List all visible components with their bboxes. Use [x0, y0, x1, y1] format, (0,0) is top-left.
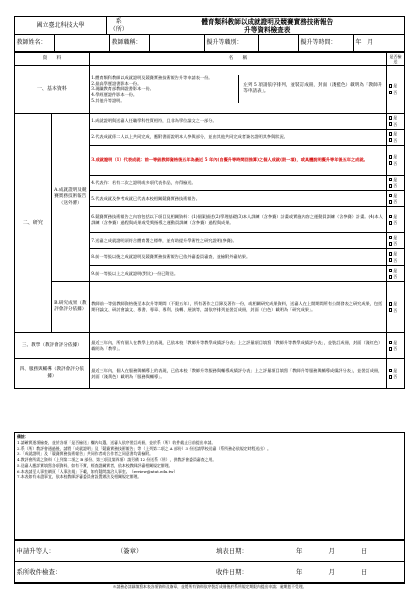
current-rank-field[interactable] [150, 35, 205, 52]
receive-date[interactable] [215, 562, 405, 583]
no-checkbox[interactable] [389, 221, 393, 225]
no-checkbox[interactable] [389, 308, 393, 312]
check-a4 [387, 175, 405, 191]
no-text: 否 [393, 220, 398, 226]
research-a-item-5: 5.代表成就及參考成就已代表本校相關競賽實務技術報告。 [89, 191, 386, 207]
yes-text: 是 [393, 301, 398, 307]
yes-text: 是 [393, 177, 398, 183]
col-header-material: 資 料 [15, 53, 90, 66]
month-unit: 月 [367, 38, 374, 46]
no-checkbox[interactable] [389, 184, 393, 188]
note-item: 7.本表如有未盡事宜，依本校教師評審委員會設置辦法及相關規定辦理。 [17, 474, 142, 480]
research-a-item-9: 9.前一等級以上之成就證明(對比)一份已附送。 [89, 266, 386, 282]
yes-checkbox[interactable] [389, 341, 393, 345]
target-date-label: 擬升等時間： [299, 35, 354, 52]
no-checkbox[interactable] [389, 275, 393, 279]
yes-checkbox[interactable] [389, 116, 393, 120]
no-checkbox[interactable] [389, 347, 393, 351]
yes-text: 是 [393, 131, 398, 137]
yes-text: 是 [393, 83, 398, 89]
check-a2 [387, 129, 405, 145]
current-rank-label: 教師職稱： [110, 35, 150, 52]
no-text: 否 [393, 183, 398, 189]
yes-checkbox[interactable] [389, 155, 393, 159]
dept-checker-label: 系所收件檢查： [16, 567, 62, 576]
target-rank-field[interactable] [259, 35, 299, 52]
year-text: 年 [296, 567, 303, 576]
check-a3 [387, 145, 405, 175]
year-text: 年 [296, 546, 303, 555]
no-text: 否 [393, 241, 398, 247]
check-a8 [387, 249, 405, 266]
no-checkbox[interactable] [389, 258, 393, 262]
no-text: 否 [393, 274, 398, 280]
research-label: 二、研究 [15, 113, 52, 332]
no-text: 否 [393, 137, 398, 143]
research-a-label: A.成就證明及競賽實務技術報告（送外審） [51, 113, 89, 281]
research-a-item-2: 2.代表成就係二人以上共同完成，應附書面說明本人參與部分，並由其他共同完成者簽名證明其參與狀況。 [89, 129, 386, 145]
service-content: 最近三年內，個人在服務與輔導上的表現，已依本校「教師升等服務與輔導成績評分表」上之評量項目填寫「教師升等服務與輔導成績評分表」，並裝訂成冊，封面（淺黃色）載明為「服務與輔導」。 [89, 359, 386, 389]
basic-data-content [89, 65, 386, 113]
month-text: 月 [328, 567, 335, 576]
yes-text: 是 [393, 251, 398, 257]
yes-checkbox[interactable] [389, 269, 393, 273]
no-text: 否 [393, 160, 398, 166]
receive-date-label: 收件日期： [216, 567, 248, 576]
note-item: 3.「成就證明」及「競賽實務技術報告」共同作者或合作者之同意書均需檢附。 [17, 451, 153, 457]
yes-checkbox[interactable] [389, 215, 393, 219]
notes-title: 備註： [17, 434, 29, 439]
no-text: 否 [393, 199, 398, 205]
form-title [131, 17, 405, 35]
yes-text: 是 [393, 213, 398, 219]
signature-table [14, 540, 405, 583]
month-text: 月 [328, 546, 335, 555]
note-item: 5.送審人應詳實填寫各項資料，如有不實，經查證屬實者，依本校教師評審相關規定辦理。 [17, 462, 173, 468]
check-a7 [387, 233, 405, 249]
yes-text: 是 [393, 267, 398, 273]
no-text: 否 [393, 121, 398, 127]
no-checkbox[interactable] [389, 161, 393, 165]
check-service [387, 359, 405, 389]
teacher-info-row [14, 34, 405, 52]
yes-text: 是 [393, 192, 398, 198]
research-a-item-4: 4.代表作：若有二次之證明或多項代表作品，亦得檢送。 [89, 175, 386, 191]
day-text: 日 [360, 567, 368, 576]
col-header-name: 名 稱 [89, 53, 386, 66]
footer-note: ※請務必詳細填寫本表各項資料及簽章，並將所有資料依序裝訂成冊後於系所規定期限內提出申請；逾期恕不受理。 [14, 583, 405, 590]
day-text: 日 [360, 546, 368, 555]
service-label: 四、服務與輔導（教評會評分依據） [15, 359, 90, 389]
note-item: 2.系（所）教評會通過後，請將「成就證明」及「競賽實務技術報告」等（上列第二項之 A 部份）3 份送請學校送審（系所務必依規定時程送出）。 [17, 445, 271, 451]
no-text: 否 [393, 374, 398, 380]
check-b [387, 282, 405, 333]
check-teaching [387, 333, 405, 359]
teacher-name-field[interactable] [55, 35, 110, 52]
yes-checkbox[interactable] [389, 178, 393, 182]
research-a-item-7: 7.送審之成就證明須符合體育署之標準，並有助提升學術性之研究證明(參賽)。 [89, 233, 386, 249]
no-checkbox[interactable] [389, 91, 393, 95]
check-a6 [387, 207, 405, 233]
target-rank-label: 擬升等職別： [205, 35, 259, 52]
year-unit: 年 [355, 38, 362, 46]
yes-checkbox[interactable] [389, 236, 393, 240]
note-item: 1.請確實逐項檢查，並於各項「是否檢送」欄內勾選，送審人依序裝訂成冊，並於系（所）收件截止日前提出申請。 [17, 439, 216, 445]
no-text: 否 [393, 257, 398, 263]
teacher-name-label: 教師姓名： [15, 35, 55, 52]
fill-date-label: 填表日期： [216, 546, 248, 555]
yes-text: 是 [393, 115, 398, 121]
dept-checker[interactable] [15, 562, 215, 583]
form-title-line1: 體育類科教師以成就證明及競賽實務技術報告 [201, 17, 334, 26]
no-checkbox[interactable] [389, 375, 393, 379]
yes-text: 是 [393, 339, 398, 345]
yes-text: 是 [393, 234, 398, 240]
col-header-check: 是否檢送 [387, 53, 405, 66]
note-item: 4.教評會所需之資料（上列第二項之 B 部份、第三項及第四項）請另備 12 份送系（所），供教評會委員審查之用。 [17, 457, 217, 463]
note-item: 6.本表請至人事室網頁「人事法規」下載，如有疑問請洽人事室。（review@ntut.edu.tw） [17, 468, 178, 474]
research-b-content: 教師前一等級教師資格後至本次升等期間（不限五年），所有著作之目錄及著作一份，或相關研究成果資料，送審人在上開期間所有公開發表之研究成果，包括期刊論文、研討會論文、專書、專章、專利、技轉、展演等，請依序排列並裝訂成冊，封面（白色）載明為「研究成果」。 [89, 282, 386, 333]
dept-label: 系（所） [107, 17, 131, 35]
form-title-line2: 升等資料檢查表 [244, 25, 291, 34]
no-checkbox[interactable] [389, 242, 393, 246]
sign-hint: （簽章） [116, 546, 143, 555]
yes-text: 是 [393, 154, 398, 160]
form-header [14, 16, 405, 35]
no-text: 否 [393, 89, 398, 95]
check-a5 [387, 191, 405, 207]
no-checkbox[interactable] [389, 200, 393, 204]
no-checkbox[interactable] [389, 138, 393, 142]
yes-text: 是 [393, 367, 398, 373]
yes-checkbox[interactable] [389, 194, 393, 198]
target-date-field[interactable] [354, 35, 405, 52]
yes-checkbox[interactable] [389, 132, 393, 136]
applicant-label: 申請升等人： [16, 546, 55, 555]
no-checkbox[interactable] [389, 122, 393, 126]
checklist-table [14, 52, 405, 389]
applicant-sign[interactable] [15, 541, 215, 562]
school-name: 國立臺北科技大學 [15, 17, 107, 35]
research-a-item-6: 6.競賽實務技術報告之內容包括以下項目及相關資料：(1)個案描述(2)學理基礎(3)本人訓練（含參賽）計畫或實施內容之運動員訓練（含參賽）計畫。(4)本人訓練（含參賽）過程與成果或受獎指導之運動員訓練（含參賽）過程與成果。 [89, 207, 386, 233]
basic-check [387, 65, 405, 113]
no-text: 否 [393, 346, 398, 352]
check-a9 [387, 266, 405, 282]
yes-checkbox[interactable] [389, 302, 393, 306]
fill-date[interactable] [215, 541, 405, 562]
research-b-label: B.研究成果（教評會評分依據） [51, 282, 89, 333]
no-text: 否 [393, 307, 398, 313]
teaching-content: 最近三年內，所有個人在教學上的表現，已依本校「教師升等教學成績評分表」上之評量項目填寫「教師升等教學成績評分表」，並裝訂成冊，封面（淺紅色）載明為「教學」。 [89, 333, 386, 359]
check-a1 [387, 113, 405, 129]
notes-section [14, 432, 405, 540]
research-a-item-3: 3.成就證明（1）代表成就：前一等級教師資格後五年為最近 5 年內(自擬升等時間回推算)之個人成就(限一項)，或具體說明擬升等年後五年之成就。 [89, 145, 386, 175]
research-a-item-8: 8.前一等級以後之成就證明及競賽實務技術報告已依外審委員審查，並檢附外審結果。 [89, 249, 386, 266]
yes-checkbox[interactable] [389, 84, 393, 88]
teaching-label: 三、教學（教評會評分依據） [15, 333, 90, 359]
basic-data-items: 1.體育類科教師以成就證明及競賽實務技術報告升等申請表一份。 2.最高學歷證書影本一份。 3.現職教育部教師證書影本一份。 4.學經歷證件影本一份。 5.其他升等證明。 [91, 75, 239, 103]
yes-checkbox[interactable] [389, 252, 393, 256]
yes-checkbox[interactable] [389, 369, 393, 373]
basic-data-label: 一、基本資料 [15, 65, 90, 113]
research-a-item-1: 1.成就證明與送審人任職學科性質相符，且非為學位論文之一部分。 [89, 113, 386, 129]
basic-data-note: 左列 5 項請依序排列，並裝訂成冊，封面（淺藍色）載明為「教師升等申請表」。 [243, 83, 383, 95]
